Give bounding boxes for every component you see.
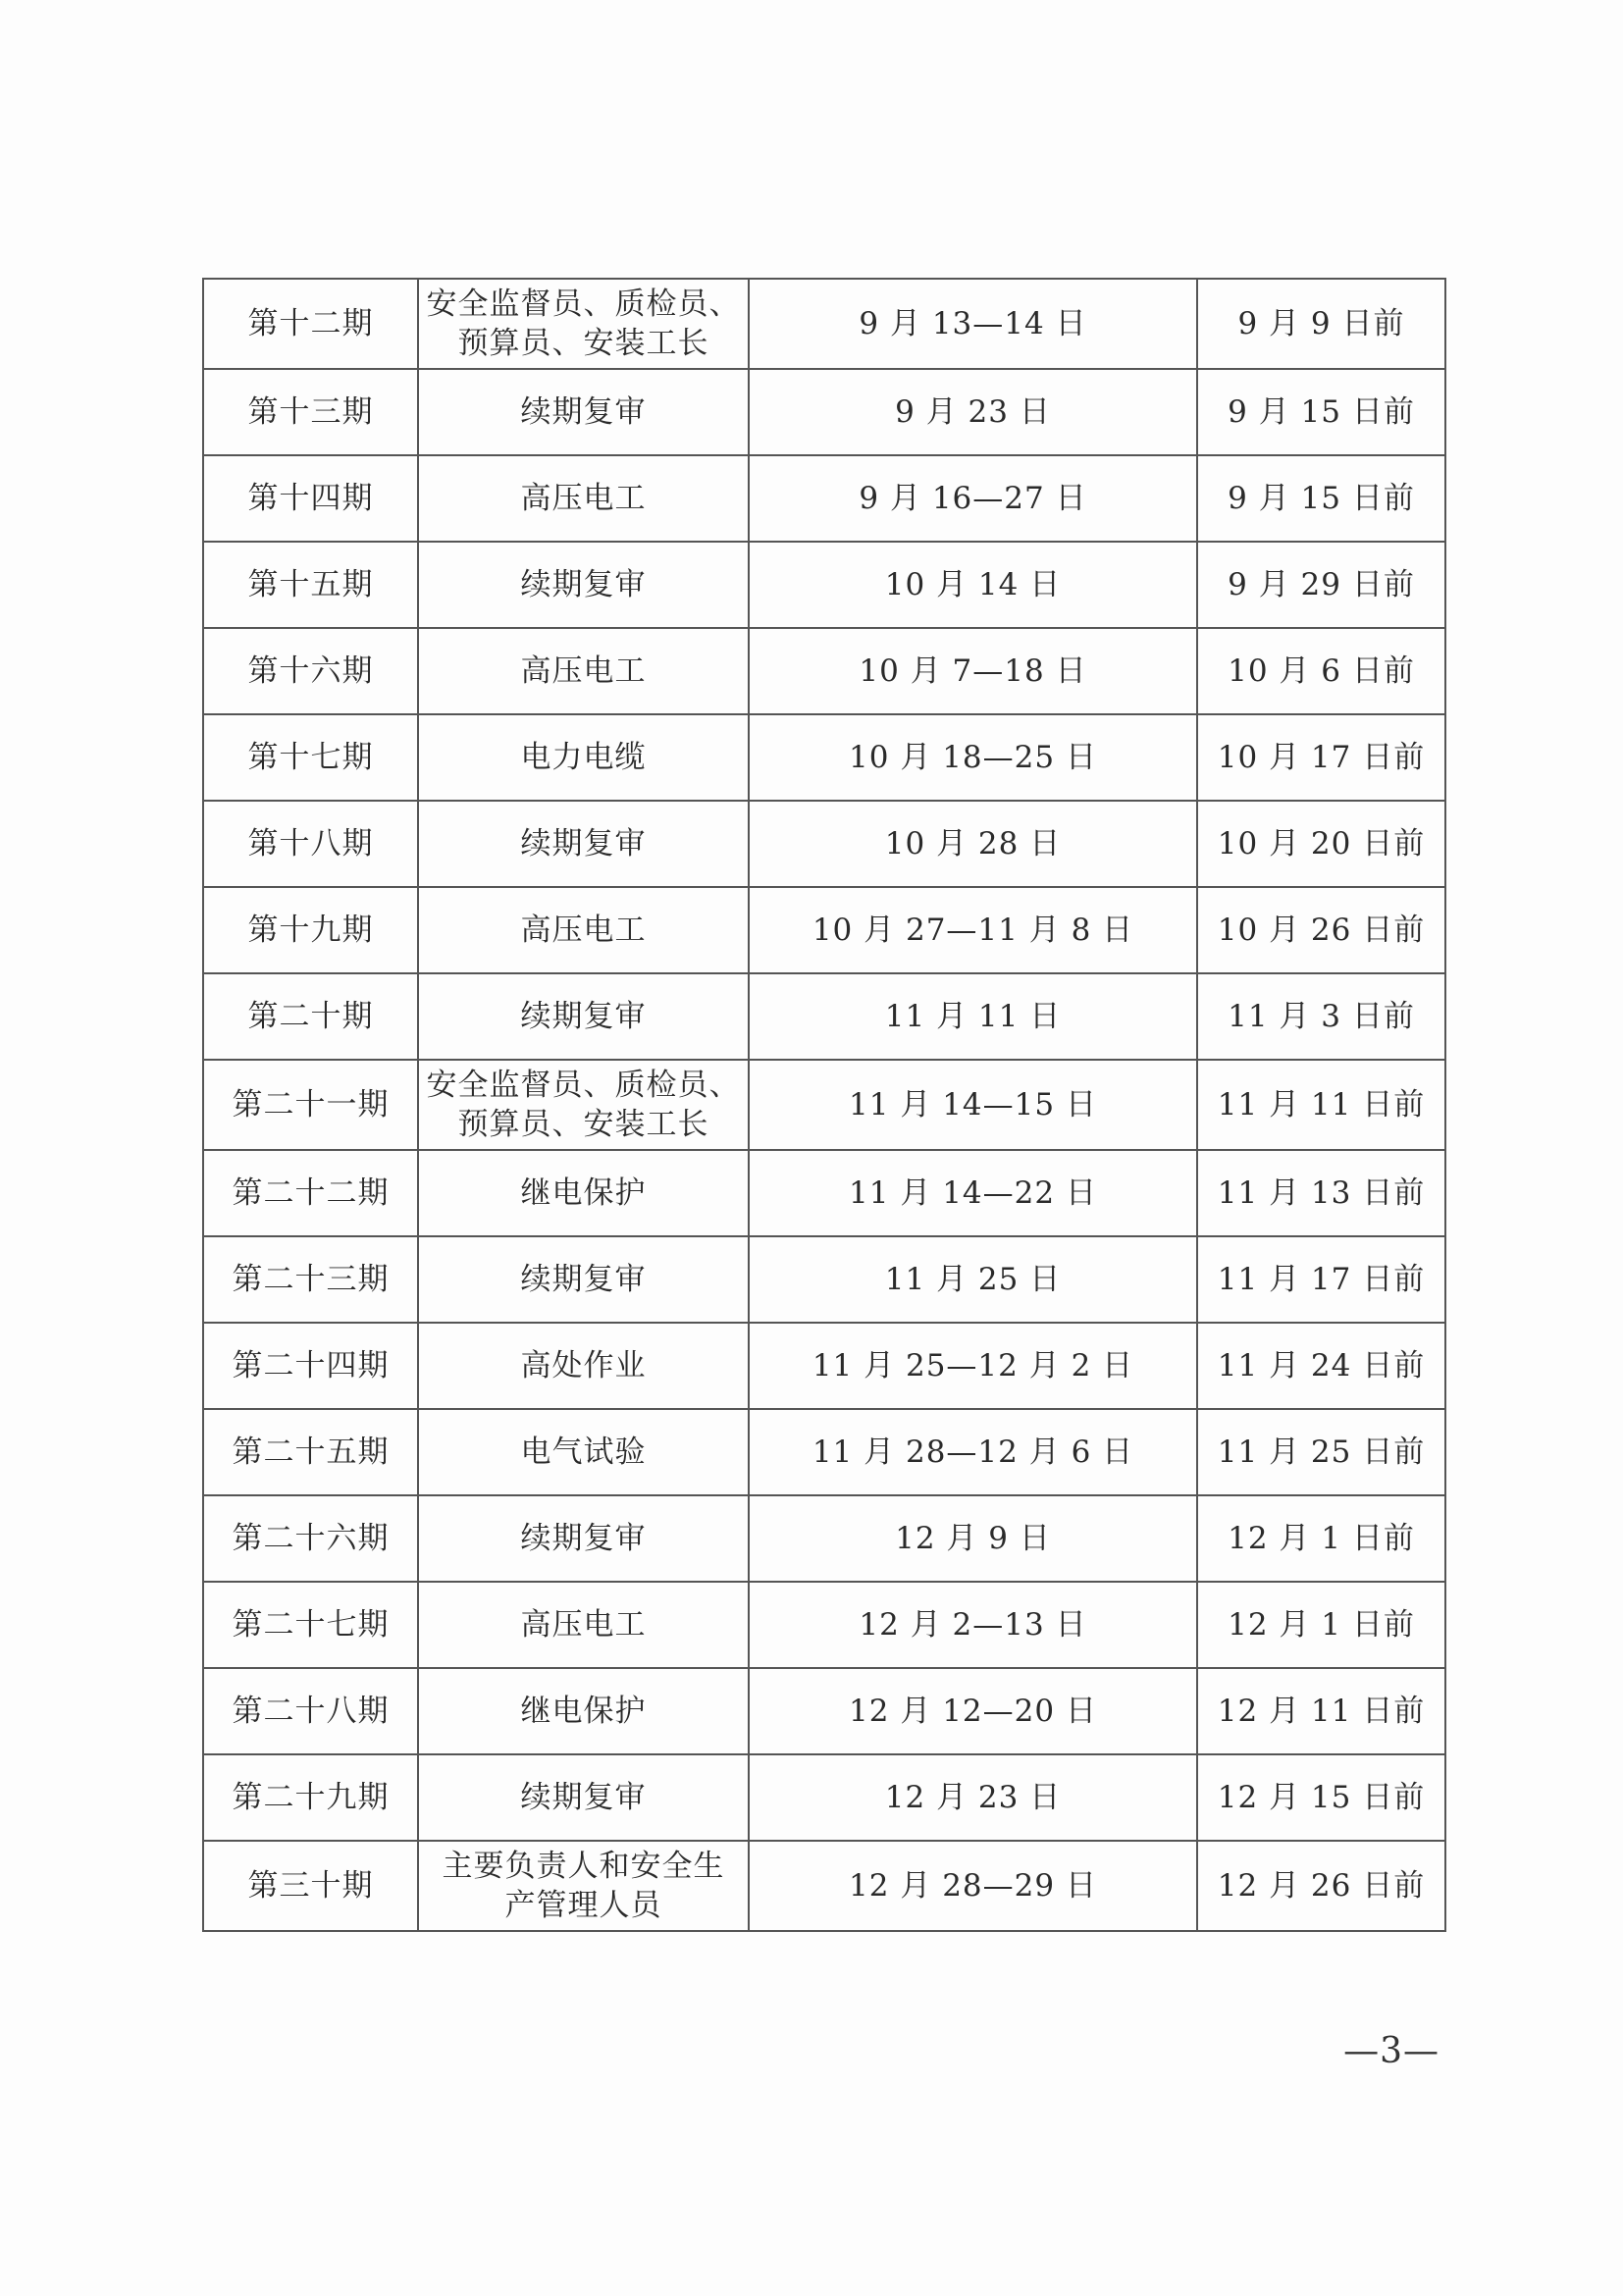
training-schedule-table: [202, 278, 1446, 1932]
schedule-table-body: [203, 279, 1445, 1931]
table-row: [203, 1323, 1445, 1409]
training-type-cell: 续期复审: [418, 542, 749, 628]
training-type-cell: 安全监督员、质检员、 预算员、安装工长: [418, 279, 749, 369]
table-row: [203, 1060, 1445, 1150]
registration-deadline-cell: 11 月 11 日前: [1197, 1060, 1445, 1150]
registration-deadline-cell: 12 月 1 日前: [1197, 1582, 1445, 1668]
training-dates-cell: 10 月 18—25 日: [749, 714, 1197, 801]
training-dates-cell: 12 月 12—20 日: [749, 1668, 1197, 1754]
training-type-cell: 继电保护: [418, 1668, 749, 1754]
table-row: [203, 1668, 1445, 1754]
training-type-cell: 续期复审: [418, 1236, 749, 1323]
table-row: [203, 628, 1445, 714]
table-row: [203, 1150, 1445, 1236]
registration-deadline-cell: 10 月 26 日前: [1197, 887, 1445, 973]
training-dates-cell: 11 月 25 日: [749, 1236, 1197, 1323]
registration-deadline-cell: 9 月 29 日前: [1197, 542, 1445, 628]
training-type-cell: 高压电工: [418, 887, 749, 973]
training-dates-cell: 9 月 13—14 日: [749, 279, 1197, 369]
training-dates-cell: 11 月 14—15 日: [749, 1060, 1197, 1150]
period-cell: 第二十六期: [203, 1495, 418, 1582]
period-cell: 第十二期: [203, 279, 418, 369]
registration-deadline-cell: 10 月 6 日前: [1197, 628, 1445, 714]
period-cell: 第十五期: [203, 542, 418, 628]
training-type-cell: 高压电工: [418, 455, 749, 542]
period-cell: 第十七期: [203, 714, 418, 801]
training-dates-cell: 11 月 25—12 月 2 日: [749, 1323, 1197, 1409]
training-type-cell: 电气试验: [418, 1409, 749, 1495]
training-type-cell: 高压电工: [418, 628, 749, 714]
table-row: [203, 542, 1445, 628]
training-dates-cell: 12 月 9 日: [749, 1495, 1197, 1582]
registration-deadline-cell: 12 月 15 日前: [1197, 1754, 1445, 1841]
table-row: [203, 369, 1445, 455]
period-cell: 第十六期: [203, 628, 418, 714]
registration-deadline-cell: 12 月 26 日前: [1197, 1841, 1445, 1931]
registration-deadline-cell: 9 月 9 日前: [1197, 279, 1445, 369]
period-cell: 第二十一期: [203, 1060, 418, 1150]
registration-deadline-cell: 11 月 25 日前: [1197, 1409, 1445, 1495]
period-cell: 第二十八期: [203, 1668, 418, 1754]
period-cell: 第十四期: [203, 455, 418, 542]
period-cell: 第十八期: [203, 801, 418, 887]
training-type-cell: 主要负责人和安全生 产管理人员: [418, 1841, 749, 1931]
period-cell: 第二十九期: [203, 1754, 418, 1841]
registration-deadline-cell: 9 月 15 日前: [1197, 369, 1445, 455]
registration-deadline-cell: 12 月 1 日前: [1197, 1495, 1445, 1582]
table-row: [203, 801, 1445, 887]
training-dates-cell: 11 月 14—22 日: [749, 1150, 1197, 1236]
table-row: [203, 279, 1445, 369]
page-number: —3—: [1343, 2031, 1440, 2071]
period-cell: 第二十五期: [203, 1409, 418, 1495]
training-dates-cell: 9 月 16—27 日: [749, 455, 1197, 542]
training-dates-cell: 10 月 14 日: [749, 542, 1197, 628]
training-type-cell: 高处作业: [418, 1323, 749, 1409]
training-type-cell: 继电保护: [418, 1150, 749, 1236]
registration-deadline-cell: 12 月 11 日前: [1197, 1668, 1445, 1754]
period-cell: 第二十三期: [203, 1236, 418, 1323]
registration-deadline-cell: 11 月 3 日前: [1197, 973, 1445, 1060]
training-type-cell: 续期复审: [418, 369, 749, 455]
training-type-cell: 高压电工: [418, 1582, 749, 1668]
training-type-cell: 续期复审: [418, 973, 749, 1060]
training-dates-cell: 10 月 28 日: [749, 801, 1197, 887]
training-dates-cell: 12 月 2—13 日: [749, 1582, 1197, 1668]
registration-deadline-cell: 9 月 15 日前: [1197, 455, 1445, 542]
training-type-cell: 电力电缆: [418, 714, 749, 801]
training-dates-cell: 10 月 7—18 日: [749, 628, 1197, 714]
table-row: [203, 1409, 1445, 1495]
training-type-cell: 续期复审: [418, 801, 749, 887]
registration-deadline-cell: 10 月 17 日前: [1197, 714, 1445, 801]
training-dates-cell: 9 月 23 日: [749, 369, 1197, 455]
table-row: [203, 973, 1445, 1060]
period-cell: 第三十期: [203, 1841, 418, 1931]
table-row: [203, 455, 1445, 542]
period-cell: 第十三期: [203, 369, 418, 455]
registration-deadline-cell: 11 月 17 日前: [1197, 1236, 1445, 1323]
period-cell: 第二十期: [203, 973, 418, 1060]
table-row: [203, 1841, 1445, 1931]
period-cell: 第二十四期: [203, 1323, 418, 1409]
period-cell: 第十九期: [203, 887, 418, 973]
training-type-cell: 安全监督员、质检员、 预算员、安装工长: [418, 1060, 749, 1150]
training-dates-cell: 12 月 28—29 日: [749, 1841, 1197, 1931]
training-type-cell: 续期复审: [418, 1754, 749, 1841]
training-dates-cell: 11 月 28—12 月 6 日: [749, 1409, 1197, 1495]
training-dates-cell: 11 月 11 日: [749, 973, 1197, 1060]
registration-deadline-cell: 11 月 24 日前: [1197, 1323, 1445, 1409]
table-row: [203, 714, 1445, 801]
training-type-cell: 续期复审: [418, 1495, 749, 1582]
training-dates-cell: 12 月 23 日: [749, 1754, 1197, 1841]
registration-deadline-cell: 10 月 20 日前: [1197, 801, 1445, 887]
registration-deadline-cell: 11 月 13 日前: [1197, 1150, 1445, 1236]
table-row: [203, 887, 1445, 973]
period-cell: 第二十七期: [203, 1582, 418, 1668]
table-row: [203, 1582, 1445, 1668]
training-dates-cell: 10 月 27—11 月 8 日: [749, 887, 1197, 973]
table-row: [203, 1754, 1445, 1841]
period-cell: 第二十二期: [203, 1150, 418, 1236]
table-row: [203, 1236, 1445, 1323]
table-row: [203, 1495, 1445, 1582]
